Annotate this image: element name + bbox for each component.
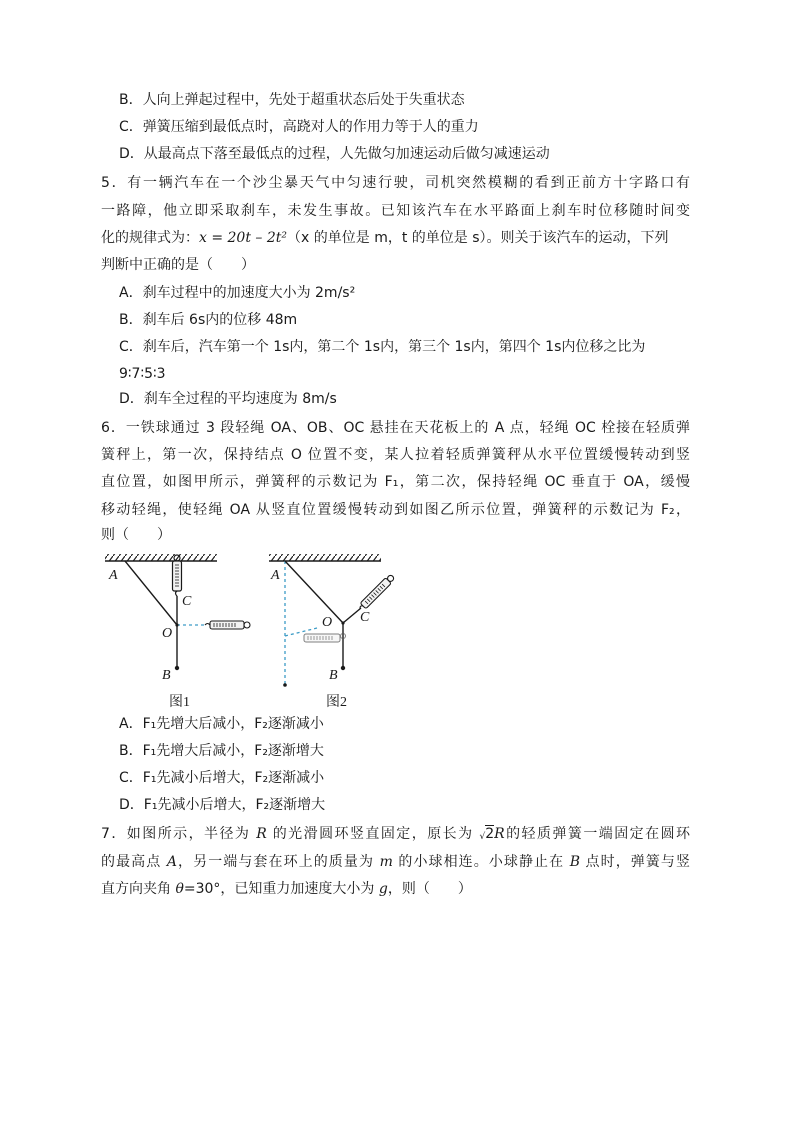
q6-stem-line-2: 簧秤上，第一次，保持结点 O 位置不变，某人拉着轻质弹簧秤从水平位置缓慢转动到竖 bbox=[101, 447, 690, 463]
q5-stem-line-2: 一路障，他立即采取刹车，未发生事故。已知该汽车在水平路面上刹车时位移随时间变 bbox=[101, 203, 690, 219]
rope-oc-2 bbox=[343, 608, 361, 623]
q4-option-c: C．弹簧压缩到最低点时，高跷对人的作用力等于人的重力 bbox=[119, 119, 479, 135]
q6-option-a: A．F₁先增大后减小，F₂逐渐减小 bbox=[119, 716, 324, 732]
spring-scale-horizontal-1 bbox=[205, 621, 250, 629]
q6-stem-line-1: 6．一铁球通过 3 段轻绳 OA、OB、OC 悬挂在天花板上的 A 点，轻绳 OC 栓接在轻质弹 bbox=[101, 420, 690, 436]
q5-formula: x = 20t – 2t² bbox=[199, 230, 288, 246]
q5-option-b: B．刹车后 6s内的位移 48m bbox=[119, 312, 298, 328]
initial-ball-2 bbox=[283, 683, 287, 687]
knot-o-1 bbox=[175, 623, 178, 626]
knot-o-2 bbox=[341, 621, 344, 624]
spring-scale-vertical-1 bbox=[173, 555, 182, 596]
q5-formula-note: （x 的单位是 m，t 的单位是 s）。则关于该汽车的运动，下列 bbox=[287, 230, 669, 246]
q4-option-d: D．从最高点下落至最低点的过程，人先做匀加速运动后做匀减速运动 bbox=[119, 146, 550, 162]
caption-figure-2: 图2 bbox=[326, 695, 347, 710]
label-c-2: C bbox=[360, 610, 370, 625]
q7-var-m: m bbox=[379, 854, 393, 870]
q4-option-b: B．人向上弹起过程中，先处于超重状态后处于失重状态 bbox=[119, 92, 465, 108]
q7-text-3c: ，则（ ） bbox=[387, 881, 472, 897]
q7-stem-line-1 bbox=[101, 824, 690, 847]
ball-b-2 bbox=[341, 666, 345, 670]
q5-option-d: D．刹车全过程的平均速度为 8m/s bbox=[119, 391, 337, 407]
q7-stem-line-3 bbox=[101, 879, 472, 899]
q6-option-b: B．F₁先增大后减小，F₂逐渐增大 bbox=[119, 743, 324, 759]
q7-text-2d: 点时，弹簧与竖 bbox=[580, 854, 691, 870]
q6-stem-line-5: 则（ ） bbox=[101, 527, 171, 543]
q6-option-c: C．F₁先减小后增大，F₂逐渐减小 bbox=[119, 770, 325, 786]
ceiling-hatch-1 bbox=[105, 554, 217, 561]
q5-stem-line-3 bbox=[101, 228, 669, 248]
caption-figure-1: 图1 bbox=[169, 695, 190, 710]
rope-oa-2 bbox=[285, 561, 343, 623]
q6-stem-line-4: 移动轻绳，使轻绳 OA 从竖直位置缓慢转动到如图乙所示位置，弹簧秤的示数记为 F₂， bbox=[101, 502, 690, 518]
q7-sqrt-radicand: 2 bbox=[485, 826, 495, 842]
q7-sqrt-var-r: R bbox=[494, 826, 505, 842]
q6-figure bbox=[95, 548, 425, 713]
q7-var-g: g bbox=[378, 881, 388, 897]
spring-scale-tilted-2 bbox=[357, 573, 395, 611]
q5-option-c-ratio: 9∶7∶5∶3 bbox=[119, 366, 166, 382]
q7-text-2b: ，另一端与套在环上的质量为 bbox=[176, 854, 380, 870]
label-b-2: B bbox=[329, 668, 338, 683]
q7-var-r: R bbox=[256, 826, 267, 842]
ball-b-1 bbox=[175, 666, 179, 670]
q7-stem-line-2 bbox=[101, 852, 690, 872]
label-a-1: A bbox=[109, 568, 118, 583]
rope-oa-1 bbox=[125, 561, 177, 625]
figure-1 bbox=[105, 554, 250, 710]
q7-text-2a: 的最高点 bbox=[101, 854, 167, 870]
q5-stem-line-4: 判断中正确的是（ ） bbox=[101, 257, 255, 273]
q7-text-1b: 的光滑圆环竖直固定，原长为 bbox=[266, 826, 480, 842]
q7-var-b: B bbox=[569, 854, 581, 870]
q6-stem-line-3: 直位置，如图甲所示，弹簧秤的示数记为 F₁，第二次，保持轻绳 OC 垂直于 OA，缓慢 bbox=[101, 474, 690, 490]
q5-option-c: C．刹车后，汽车第一个 1s内，第二个 1s内，第三个 1s内，第四个 1s内位移之比为 bbox=[119, 339, 646, 355]
label-a-2: A bbox=[271, 568, 280, 583]
label-b-1: B bbox=[162, 668, 171, 683]
q7-text-3b: =30°，已知重力加速度大小为 bbox=[183, 881, 379, 897]
q7-text-3a: 直方向夹角 bbox=[101, 881, 176, 897]
q7-sqrt: √2R bbox=[479, 826, 505, 842]
q7-var-a: A bbox=[166, 854, 177, 870]
label-c-1: C bbox=[182, 594, 192, 609]
label-o-1: O bbox=[162, 626, 173, 641]
label-o-2: O bbox=[322, 615, 333, 630]
spring-scale-initial-2 bbox=[304, 634, 346, 643]
q5-stem-prefix: 化的规律式为： bbox=[101, 230, 199, 246]
q7-var-theta: θ bbox=[175, 881, 184, 897]
ceiling-hatch-2 bbox=[269, 554, 381, 561]
q5-option-a: A．刹车过程中的加速度大小为 2m/s² bbox=[119, 285, 356, 301]
q6-option-d: D．F₁先减小后增大，F₂逐渐增大 bbox=[119, 797, 326, 813]
q7-text-2c: 的小球相连。小球静止在 bbox=[392, 854, 570, 870]
q5-stem-line-1: 5．有一辆汽车在一个沙尘暴天气中匀速行驶，司机突然模糊的看到正前方十字路口有 bbox=[101, 175, 690, 191]
figure-2 bbox=[269, 554, 396, 710]
q7-text-1a: 7．如图所示，半径为 bbox=[101, 826, 257, 842]
q7-text-1c: 的轻质弹簧一端固定在圆环 bbox=[504, 826, 691, 842]
